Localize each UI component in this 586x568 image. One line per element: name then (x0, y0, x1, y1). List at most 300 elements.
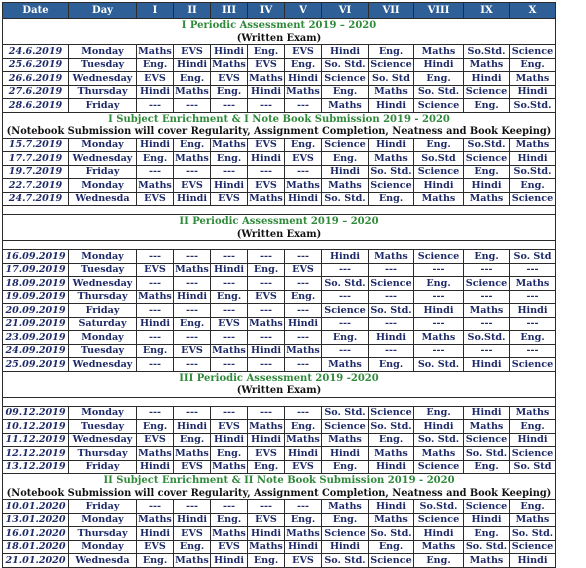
subject-cell: Science (464, 85, 510, 99)
subject-cell: EVS (285, 152, 322, 166)
table-row (3, 277, 556, 291)
column-header-class-10: X (510, 3, 556, 19)
subject-cell: Science (322, 420, 369, 434)
subject-cell: --- (322, 344, 369, 358)
table-row (3, 420, 556, 434)
subject-cell: So.Std. (464, 138, 510, 152)
subject-cell: Eng. (369, 192, 414, 206)
subject-cell: --- (174, 406, 211, 420)
table-row (3, 192, 556, 206)
subject-cell: Maths (212, 59, 246, 71)
subject-cell: EVS (137, 192, 174, 206)
date-cell: 13.12.2019 (3, 460, 69, 474)
subject-cell: So. Std. (414, 358, 464, 372)
subject-cell: Maths (286, 179, 320, 191)
subject-cell: Hindi (464, 179, 510, 193)
date-cell: 25.6.2019 (3, 58, 69, 72)
day-cell: Thursday (69, 85, 137, 99)
day-cell: Wednesday (69, 358, 137, 372)
table-row (3, 152, 556, 166)
subject-cell: Science (370, 407, 412, 419)
day-cell: Wednesday (69, 72, 137, 86)
schedule-body (3, 19, 556, 568)
table-row (3, 540, 556, 554)
section-subtitle: (Written Exam) (3, 32, 556, 45)
subject-cell: Maths (286, 434, 320, 446)
subject-cell: --- (211, 277, 248, 291)
date-cell: 10.12.2019 (3, 420, 69, 434)
subject-cell: Eng. (414, 554, 464, 568)
subject-cell: EVS (285, 554, 322, 568)
day-cell: Monday (69, 406, 137, 420)
section-subtitle-row (3, 32, 556, 45)
spacer-cell (3, 241, 556, 250)
subject-cell: Eng. (248, 460, 285, 474)
table-row (3, 317, 556, 331)
subject-cell: So. Std. (370, 527, 412, 539)
table-row (3, 500, 556, 514)
subject-cell: So. Std. (464, 447, 510, 461)
subject-cell: Hindi (137, 138, 174, 152)
subject-cell: Hindi (174, 192, 211, 206)
subject-cell: EVS (248, 513, 285, 527)
column-header-class-3: III (211, 3, 248, 19)
subject-cell: Maths (286, 345, 320, 357)
subject-cell: EVS (285, 45, 322, 59)
subject-cell: Maths (414, 540, 464, 554)
subject-cell: Eng. (285, 420, 322, 434)
subject-cell: EVS (137, 263, 174, 277)
column-header-class-8: VIII (414, 3, 464, 19)
subject-cell: Hindi (414, 58, 464, 72)
subject-cell: Maths (464, 58, 510, 72)
subject-cell: Eng. (137, 344, 174, 358)
subject-cell: Hindi (414, 179, 464, 193)
subject-cell: Hindi (322, 540, 369, 554)
subject-cell: --- (248, 500, 285, 514)
subject-cell: Eng. (137, 152, 174, 166)
subject-cell: Maths (369, 152, 414, 166)
subject-cell: Science (322, 138, 369, 152)
subject-cell: So. Std. (322, 58, 369, 72)
subject-cell: --- (464, 344, 510, 358)
subject-cell: Hindi (285, 447, 322, 461)
section-subtitle-row (3, 126, 556, 139)
subject-cell: Hindi (211, 45, 248, 59)
subject-cell: Hindi (369, 500, 414, 514)
subject-cell: Science (370, 554, 412, 566)
subject-cell: So. Std. (510, 527, 556, 541)
subject-cell: Maths (175, 86, 209, 98)
subject-cell: EVS (248, 179, 285, 193)
subject-cell: Hindi (174, 513, 211, 527)
date-cell: 25.09.2019 (3, 358, 69, 372)
day-cell: Tuesday (69, 58, 137, 72)
subject-cell: Eng. (510, 58, 556, 72)
subject-cell: Eng. (464, 165, 510, 179)
column-header-class-9: IX (464, 3, 510, 19)
subject-cell: Science (510, 192, 556, 206)
date-cell: 21.01.2020 (3, 554, 69, 568)
subject-cell: Eng. (414, 72, 464, 86)
subject-cell: Eng. (211, 85, 248, 99)
table-row (3, 331, 556, 345)
subject-cell: --- (174, 99, 211, 113)
exam-schedule-table (2, 2, 556, 568)
subject-cell: Hindi (248, 433, 285, 447)
subject-cell: Eng. (414, 138, 464, 152)
table-row (3, 527, 556, 541)
table-row (3, 460, 556, 474)
subject-cell: Maths (138, 514, 172, 526)
date-cell: 12.12.2019 (3, 447, 69, 461)
subject-cell: Maths (138, 291, 172, 303)
subject-cell: --- (248, 250, 285, 264)
subject-cell: Science (464, 433, 510, 447)
subject-cell: --- (510, 344, 556, 358)
subject-cell: Eng. (322, 460, 369, 474)
subject-cell: --- (211, 500, 248, 514)
subject-cell: --- (285, 331, 322, 345)
subject-cell: Eng. (510, 331, 556, 345)
subject-cell: Hindi (174, 58, 211, 72)
subject-cell: Maths (138, 45, 172, 57)
subject-cell: Hindi (322, 250, 369, 264)
subject-cell: --- (211, 99, 248, 113)
subject-cell: Hindi (211, 433, 248, 447)
subject-cell: EVS (285, 460, 322, 474)
subject-cell: Science (414, 99, 464, 113)
subject-cell: --- (137, 304, 174, 318)
subject-cell: Science (414, 460, 464, 474)
subject-cell: --- (322, 263, 369, 277)
subject-cell: Maths (510, 138, 556, 152)
subject-cell: Hindi (510, 433, 556, 447)
subject-cell: Eng. (248, 45, 285, 59)
subject-cell: Hindi (510, 85, 556, 99)
column-header-class-1: I (137, 3, 174, 19)
subject-cell: --- (137, 406, 174, 420)
date-cell: 13.01.2020 (3, 513, 69, 527)
day-cell: Saturday (69, 317, 137, 331)
subject-cell: Maths (369, 447, 414, 461)
subject-cell: Science (510, 358, 556, 372)
subject-cell: Hindi (211, 554, 248, 568)
subject-cell: --- (464, 263, 510, 277)
subject-cell: Maths (286, 86, 320, 98)
subject-cell: --- (174, 358, 211, 372)
subject-cell: Hindi (510, 304, 556, 318)
spacer-cell (3, 206, 556, 215)
table-row (3, 99, 556, 113)
subject-cell: Maths (510, 406, 556, 420)
date-cell: 28.6.2019 (3, 99, 69, 113)
subject-cell: Hindi (369, 460, 414, 474)
subject-cell: Hindi (369, 331, 414, 345)
section-title-row (3, 19, 556, 33)
date-cell: 18.09.2019 (3, 277, 69, 291)
subject-cell: Hindi (137, 85, 174, 99)
subject-cell: So. Std. (322, 192, 369, 206)
subject-cell: --- (285, 500, 322, 514)
subject-cell: Hindi (322, 447, 369, 461)
subject-cell: Hindi (174, 290, 211, 304)
subject-cell: Hindi (211, 179, 248, 193)
subject-cell: Science (414, 250, 464, 264)
subject-cell: Maths (322, 179, 369, 193)
subject-cell: EVS (174, 527, 211, 541)
subject-cell: So. Std. (322, 554, 369, 568)
subject-cell: Maths (369, 85, 414, 99)
subject-cell: --- (285, 304, 322, 318)
subject-cell: Maths (249, 541, 283, 553)
section-title: III Periodic Assessment 2019 -2020 (3, 371, 556, 385)
subject-cell: Eng. (174, 317, 211, 331)
subject-cell: So. Std. (370, 304, 412, 316)
subject-cell: So.Std. (510, 99, 556, 113)
date-cell: 17.7.2019 (3, 152, 69, 166)
subject-cell: Eng. (211, 290, 248, 304)
date-cell: 11.12.2019 (3, 433, 69, 447)
subject-cell: --- (322, 317, 369, 331)
spacer-cell (3, 397, 556, 406)
subject-cell: Maths (175, 264, 209, 276)
subject-cell: Maths (464, 554, 510, 568)
subject-cell: Eng. (285, 513, 322, 527)
subject-cell: Eng. (369, 540, 414, 554)
table-row (3, 179, 556, 193)
subject-cell: EVS (137, 72, 174, 86)
subject-cell: Maths (212, 461, 246, 473)
subject-cell: --- (510, 263, 556, 277)
subject-cell: --- (414, 263, 464, 277)
section-subtitle-row (3, 228, 556, 241)
section-subtitle: (Written Exam) (3, 385, 556, 398)
subject-cell: --- (322, 290, 369, 304)
subject-cell: Eng. (369, 358, 414, 372)
date-cell: 23.09.2019 (3, 331, 69, 345)
table-row (3, 513, 556, 527)
day-cell: Monday (69, 250, 137, 264)
table-row (3, 138, 556, 152)
date-cell: 24.7.2019 (3, 192, 69, 206)
day-cell: Monday (69, 513, 137, 527)
subject-cell: --- (510, 317, 556, 331)
table-row (3, 554, 556, 568)
table-row (3, 72, 556, 86)
subject-cell: So.Std (414, 152, 464, 166)
subject-cell: Science (414, 513, 464, 527)
subject-cell: Eng. (464, 99, 510, 113)
subject-cell: Hindi (464, 406, 510, 420)
subject-cell: EVS (211, 192, 248, 206)
subject-cell: Maths (414, 447, 464, 461)
subject-cell: --- (137, 358, 174, 372)
subject-cell: Maths (510, 513, 556, 527)
subject-cell: Hindi (414, 420, 464, 434)
table-row (3, 165, 556, 179)
subject-cell: Maths (138, 179, 172, 191)
column-header-date: Date (3, 3, 69, 19)
day-cell: Monday (69, 331, 137, 345)
day-cell: Friday (69, 304, 137, 318)
date-cell: 19.7.2019 (3, 165, 69, 179)
subject-cell: EVS (211, 317, 248, 331)
subject-cell: Maths (286, 527, 320, 539)
subject-cell: --- (211, 304, 248, 318)
day-cell: Thursday (69, 290, 137, 304)
section-subtitle: (Written Exam) (3, 228, 556, 241)
subject-cell: Science (414, 165, 464, 179)
subject-cell: Eng. (174, 433, 211, 447)
subject-cell: --- (137, 500, 174, 514)
subject-cell: Eng. (285, 290, 322, 304)
subject-cell: EVS (174, 45, 211, 59)
subject-cell: Maths (322, 358, 369, 372)
table-row (3, 250, 556, 264)
date-cell: 19.09.2019 (3, 290, 69, 304)
section-title-row (3, 215, 556, 229)
subject-cell: Maths (464, 304, 510, 318)
day-cell: Friday (69, 165, 137, 179)
subject-cell: EVS (211, 420, 248, 434)
subject-cell: So. Std. (464, 540, 510, 554)
subject-cell: So. Std (369, 72, 414, 86)
subject-cell: --- (137, 165, 174, 179)
column-header-class-4: IV (248, 3, 285, 19)
subject-cell: --- (211, 331, 248, 345)
subject-cell: Eng. (369, 433, 414, 447)
subject-cell: EVS (174, 460, 211, 474)
column-header-class-2: II (174, 3, 211, 19)
section-title-row (3, 371, 556, 385)
subject-cell: --- (285, 358, 322, 372)
subject-cell: --- (211, 250, 248, 264)
subject-cell: Eng. (285, 138, 322, 152)
subject-cell: Eng. (248, 554, 285, 568)
subject-cell: --- (248, 358, 285, 372)
day-cell: Wednesda (69, 554, 137, 568)
subject-cell: Hindi (137, 527, 174, 541)
subject-cell: Maths (249, 193, 283, 205)
subject-cell: --- (211, 406, 248, 420)
day-cell: Wednesday (69, 433, 137, 447)
spacer-row (3, 241, 556, 250)
subject-cell: --- (248, 277, 285, 291)
subject-cell: Eng. (464, 527, 510, 541)
subject-cell: Eng. (322, 85, 369, 99)
subject-cell: Eng. (414, 406, 464, 420)
subject-cell: Eng. (211, 447, 248, 461)
column-header-class-7: VII (369, 3, 414, 19)
section-title-row (3, 474, 556, 488)
subject-cell: Science (510, 45, 556, 59)
day-cell: Tuesday (69, 420, 137, 434)
subject-cell: Hindi (137, 460, 174, 474)
section-title: I Periodic Assessment 2019 – 2020 (3, 19, 556, 33)
day-cell: Tuesday (69, 344, 137, 358)
date-cell: 24.09.2019 (3, 344, 69, 358)
subject-cell: Eng. (510, 500, 556, 514)
header-row (3, 3, 556, 19)
subject-cell: Eng. (369, 45, 414, 59)
section-title: I Subject Enrichment & I Note Book Submission 2019 - 2020 (3, 112, 556, 126)
subject-cell: Maths (212, 139, 246, 151)
date-cell: 21.09.2019 (3, 317, 69, 331)
subject-cell: EVS (137, 540, 174, 554)
table-row (3, 45, 556, 59)
subject-cell: --- (137, 250, 174, 264)
day-cell: Thursday (69, 447, 137, 461)
section-title-row (3, 112, 556, 126)
column-header-class-5: V (285, 3, 322, 19)
subject-cell: Hindi (248, 85, 285, 99)
subject-cell: Hindi (248, 527, 285, 541)
subject-cell: Maths (464, 420, 510, 434)
column-header-day: Day (69, 3, 137, 19)
subject-cell: Maths (138, 447, 172, 459)
subject-cell: Hindi (464, 72, 510, 86)
subject-cell: --- (174, 304, 211, 318)
subject-cell: Science (510, 540, 556, 554)
table-row (3, 447, 556, 461)
subject-cell: --- (137, 277, 174, 291)
subject-cell: Hindi (464, 358, 510, 372)
section-title: II Subject Enrichment & II Note Book Submission 2019 - 2020 (3, 474, 556, 488)
subject-cell: Maths (369, 250, 414, 264)
subject-cell: --- (369, 263, 414, 277)
subject-cell: --- (369, 317, 414, 331)
subject-cell: Maths (249, 420, 283, 432)
subject-cell: Hindi (285, 192, 322, 206)
subject-cell: Maths (175, 152, 209, 164)
date-cell: 24.6.2019 (3, 45, 69, 59)
subject-cell: Science (510, 447, 556, 461)
subject-cell: --- (369, 344, 414, 358)
subject-cell: Science (322, 304, 369, 318)
subject-cell: Hindi (285, 540, 322, 554)
subject-cell: Eng. (211, 152, 248, 166)
subject-cell: --- (285, 250, 322, 264)
subject-cell: Eng. (322, 331, 369, 345)
subject-cell: So.Std. (414, 500, 464, 514)
section-subtitle-row (3, 487, 556, 500)
subject-cell: EVS (211, 72, 248, 86)
subject-cell: EVS (248, 290, 285, 304)
subject-cell: Eng. (248, 263, 285, 277)
subject-cell: --- (174, 500, 211, 514)
subject-cell: Eng. (322, 152, 369, 166)
subject-cell: --- (285, 277, 322, 291)
subject-cell: Hindi (285, 317, 322, 331)
subject-cell: --- (174, 277, 211, 291)
column-header-class-6: VI (322, 3, 369, 19)
subject-cell: Science (370, 59, 412, 71)
table-row (3, 263, 556, 277)
subject-cell: --- (285, 99, 322, 113)
subject-cell: Science (322, 527, 369, 541)
subject-cell: --- (137, 331, 174, 345)
subject-cell: --- (248, 406, 285, 420)
date-cell: 09.12.2019 (3, 406, 69, 420)
table-row (3, 304, 556, 318)
day-cell: Monday (69, 138, 137, 152)
subject-cell: Eng. (211, 513, 248, 527)
subject-cell: Hindi (285, 72, 322, 86)
subject-cell: Maths (212, 345, 246, 357)
subject-cell: Eng. (285, 58, 322, 72)
subject-cell: EVS (137, 433, 174, 447)
